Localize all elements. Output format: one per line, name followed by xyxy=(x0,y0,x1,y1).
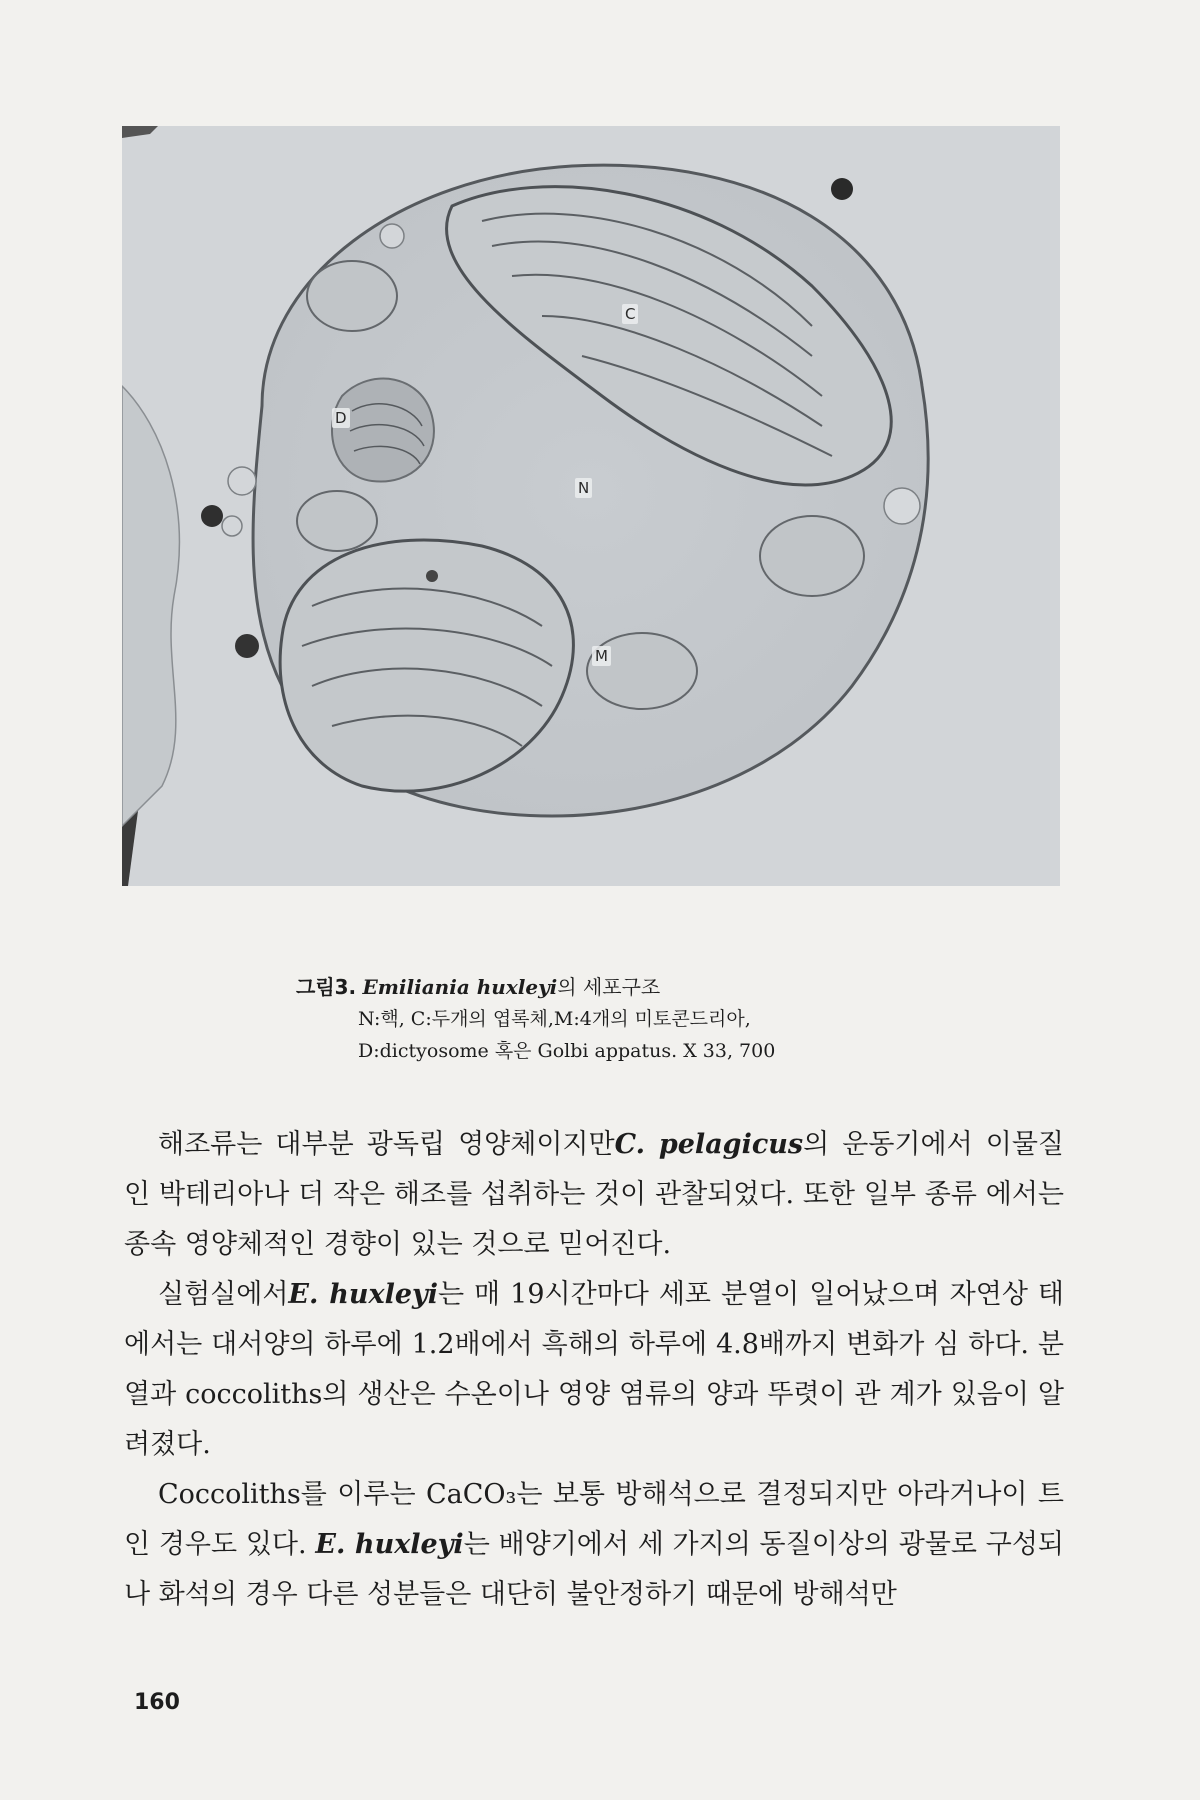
paragraph-3 xyxy=(124,1470,1064,1620)
paragraph-1-text-a: 해조류는 대부분 광독립 영양체이지만 xyxy=(158,1129,615,1160)
caption-legend-line-1: N:핵, C:두개의 엽록체,M:4개의 미토콘드리아, xyxy=(358,1008,751,1030)
electron-micrograph-figure xyxy=(122,126,1060,886)
caption-species-name: Emiliania huxleyi xyxy=(362,975,558,999)
paragraph-1 xyxy=(124,1120,1064,1270)
body-text xyxy=(124,1120,1064,1620)
figure-number: 그림3. xyxy=(296,975,357,999)
paragraph-1-text-b: 의 운동기에서 이물질 인 박테리아나 더 작은 해조를 섭취하는 것이 관찰되었다. 또한 일부 종류 에서는 종속 영양체적인 경향이 있는 것으로 믿어진다. xyxy=(124,1129,1064,1260)
chloroplast-label-c: C xyxy=(622,304,638,324)
caption-title-suffix: 의 세포구조 xyxy=(557,975,661,999)
caption-title xyxy=(296,971,996,1003)
page-number: 160 xyxy=(134,1690,180,1715)
paragraph-2-text-a: 실험실에서 xyxy=(158,1279,289,1310)
paragraph-2-species: E. huxleyi xyxy=(288,1279,438,1310)
cell-micrograph-image xyxy=(122,126,1060,886)
caption-legend-line-2: D:dictyosome 혹은 Golbi appatus. X 33, 700 xyxy=(358,1040,776,1062)
mitochondria-label-m: M xyxy=(592,646,611,666)
paragraph-1-species: C. pelagicus xyxy=(614,1129,804,1160)
nucleus-label-n: N xyxy=(575,478,592,498)
paragraph-3-species: E. huxleyi xyxy=(315,1529,464,1560)
paragraph-3-text-a: Coccoliths를 이루는 CaCO₃는 보통 방해석으로 결정되지만 아라거나이 트인 경우도 있다. xyxy=(124,1479,1064,1560)
paragraph-2 xyxy=(124,1270,1064,1470)
dictyosome-label-d: D xyxy=(332,408,350,428)
figure-caption xyxy=(296,971,996,1067)
paragraph-2-text-b: 는 매 19시간마다 세포 분열이 일어났으며 자연상 태에서는 대서양의 하루에 1.2배에서 흑해의 하루에 4.8배까지 변화가 심 하다. 분열과 coccoliths의 생산은 수온이나 영양 염류의 양과 뚜렷이 관 계가 있음이 알려졌다. xyxy=(124,1279,1064,1460)
paragraph-3-text-b: 는 배양기에서 세 가지의 동질이상의 광물로 구성되나 화석의 경우 다른 성분들은 대단히 불안정하기 때문에 방해석만 xyxy=(124,1529,1064,1610)
